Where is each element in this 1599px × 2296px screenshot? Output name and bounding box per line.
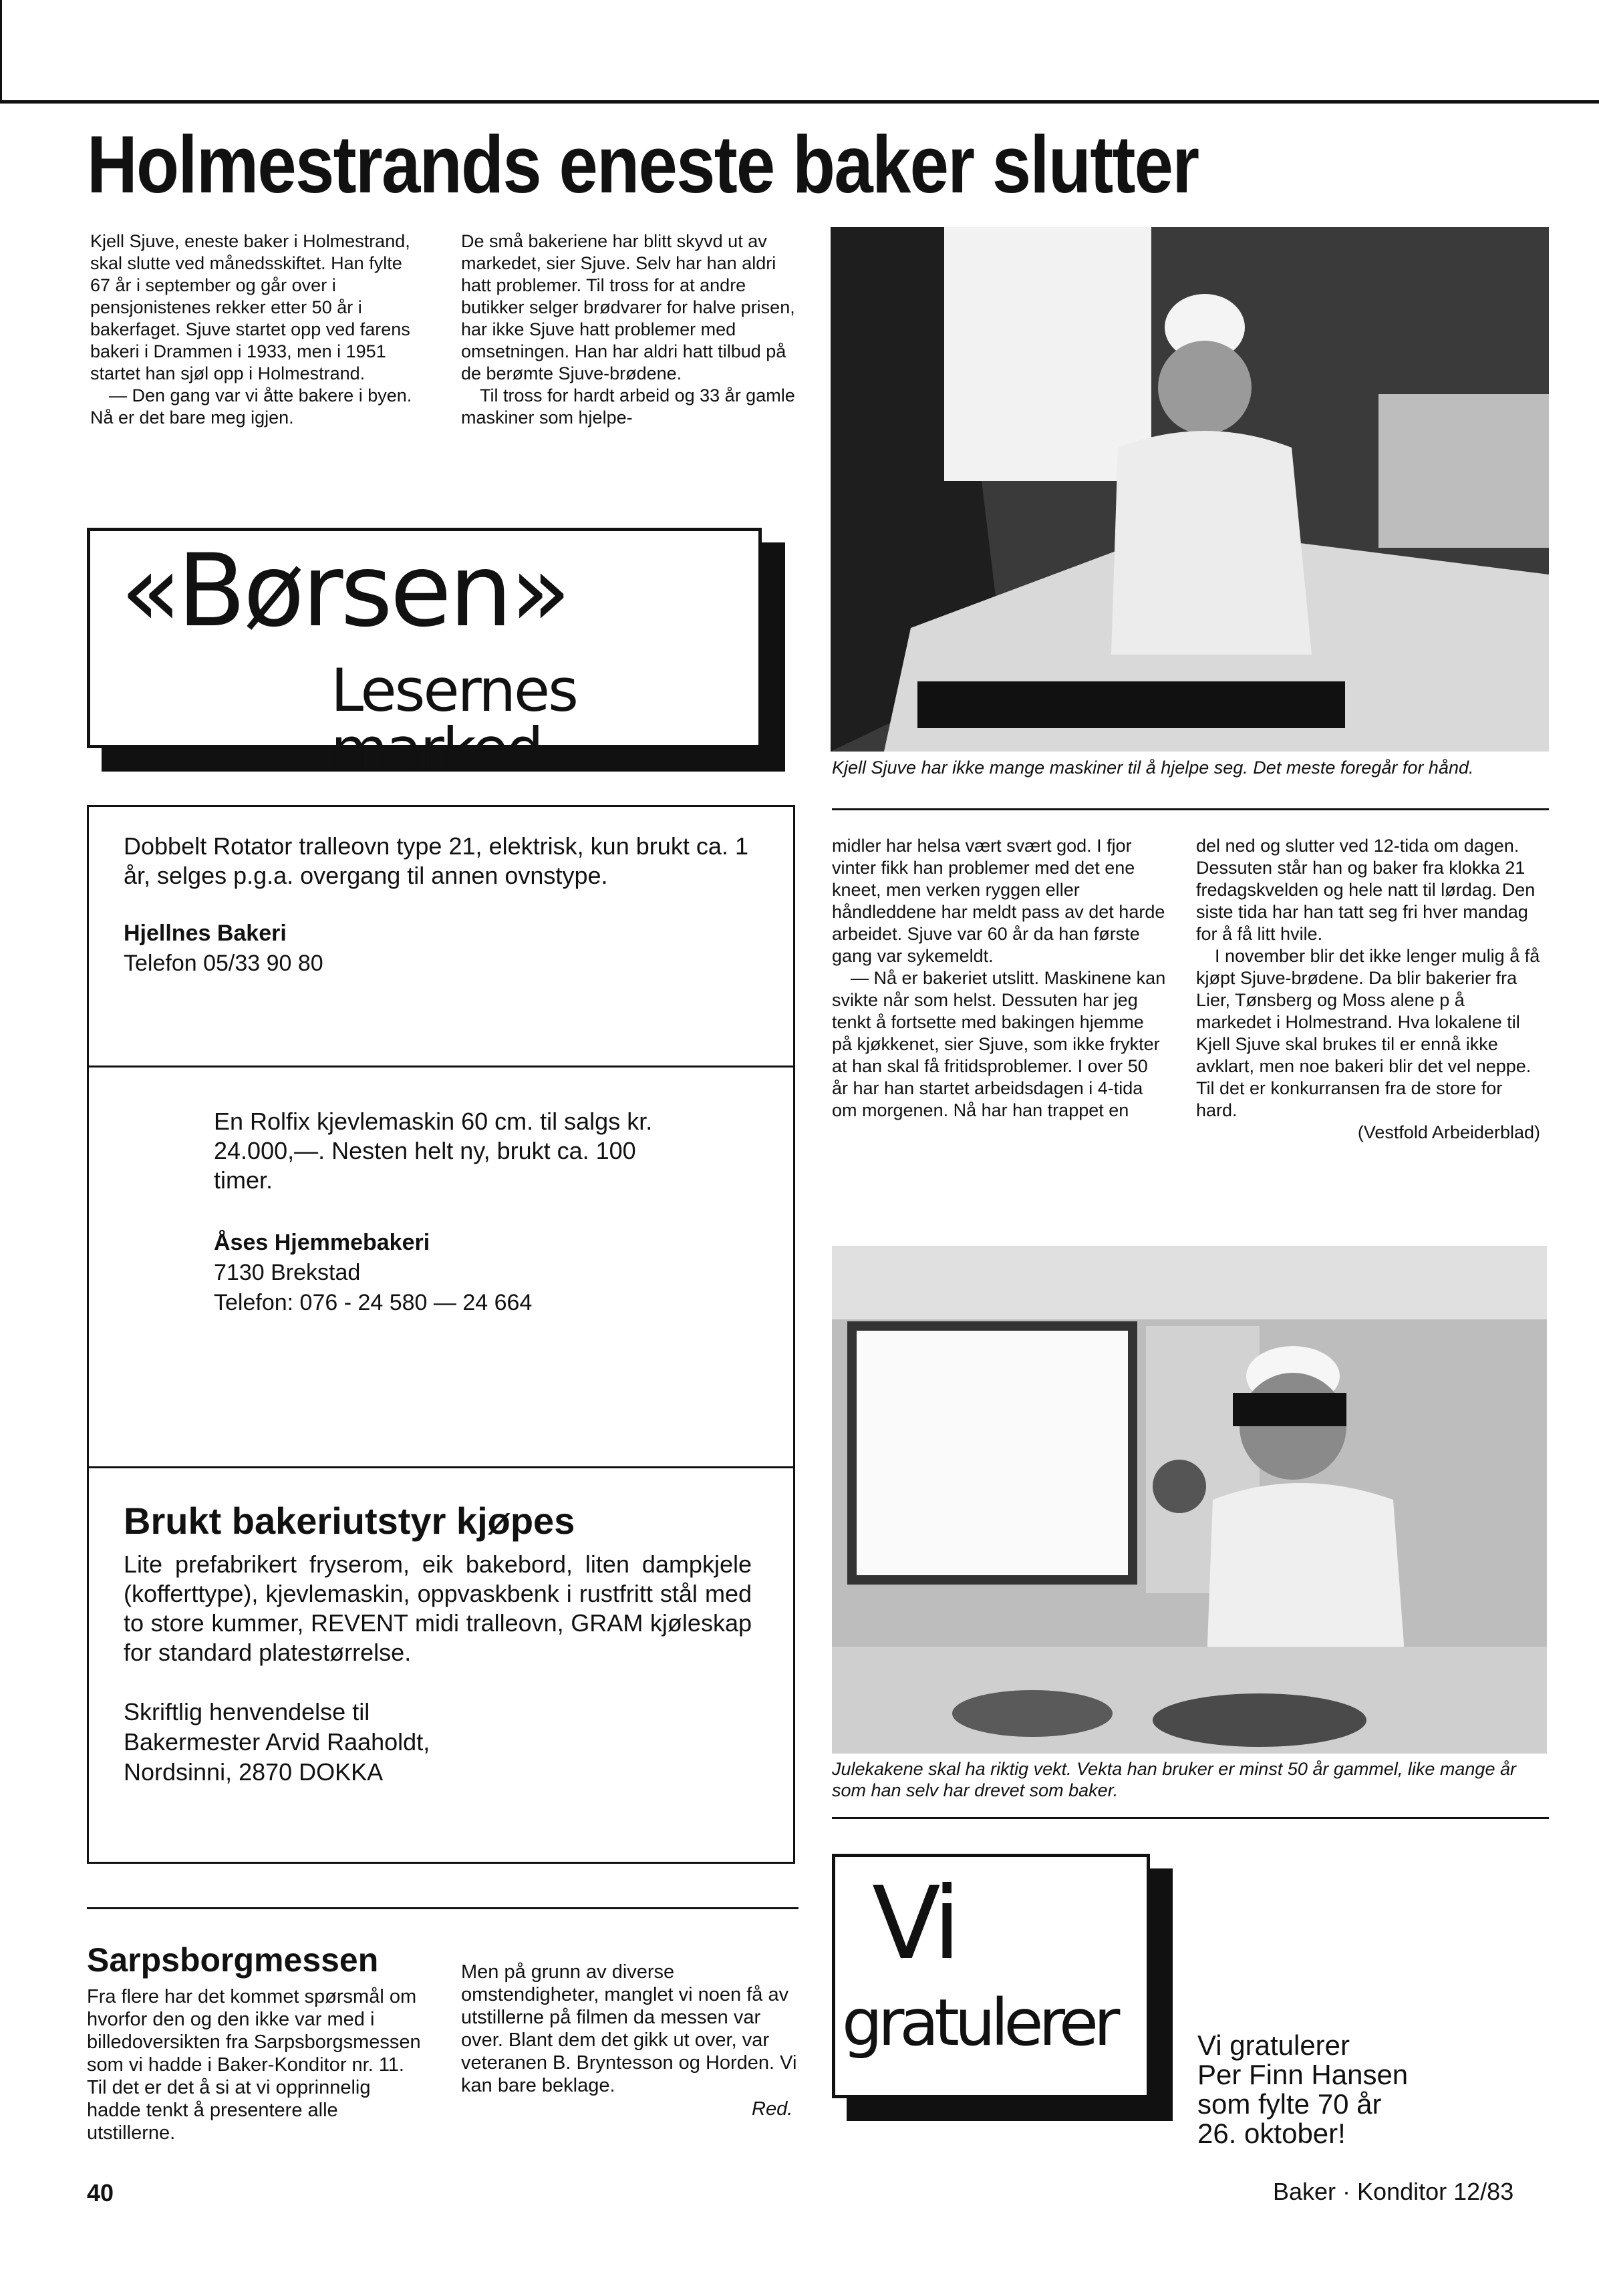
article-column-2 <box>461 230 795 429</box>
message-line: 26. oktober! <box>1197 2118 1346 2149</box>
ad2-frame-left <box>87 1065 89 1466</box>
gratulerer-logo <box>832 1854 1173 2121</box>
ad3-frame-bottom <box>87 1862 795 1864</box>
article-column-3 <box>832 835 1166 1122</box>
caption-rule <box>832 808 1549 810</box>
page-number: 40 <box>87 2179 114 2206</box>
sarpsborg-column-1: Fra flere har det kommet spørsmål om hvorfor den og den ikke var med i billedoversikten fra Sarpsborgsmessen som vi hadde i Baker-Konditor nr. 11. Til det er det å si at vi opprinnelig hadde tenkt å presentere alle utstillerne. <box>87 1986 421 2144</box>
section-rule <box>87 1907 798 1909</box>
logo-text-top: Vi <box>872 1866 956 1982</box>
ad2-text: En Rolfix kjevlemaskin 60 cm. til salgs kr. 24.000,—. Nesten helt ny, brukt ca. 100 timer. <box>214 1108 653 1194</box>
photo-illustration <box>832 1246 1547 1754</box>
message-line: som fylte 70 år <box>1197 2088 1382 2120</box>
paragraph: del ned og slutter ved 12-tida om dagen. Dessuten står han og baker fra klokka 21 fredagskvelden og hele natt til lørdag. Den siste tida har han tatt seg fri hver mandag for å få litt hvile. <box>1196 836 1536 944</box>
paragraph: I november blir det ikke lenger mulig å få kjøpt Sjuve-brødene. Da blir bakerier fra Lier, Tønsberg og Moss alene p å markedet i Holmestrand. Hva lokalene til Kjell Sjuve skal brukes til er ennå ikke avklart, men noe bakeri blir det vel neppe. Til det er konkurransen fra de store for hard. <box>1196 946 1540 1120</box>
ad3-frame-right <box>793 1466 795 1864</box>
ad-frame-top <box>87 805 795 807</box>
contact-line: Nordsinni, 2870 DOKKA <box>124 1758 384 1786</box>
message-line: Per Finn Hansen <box>1197 2059 1409 2090</box>
borsen-subtitle: Lesernes marked <box>331 656 577 784</box>
caption-rule-2 <box>832 1817 1549 1819</box>
photo-caption-2: Julekakene skal ha riktig vekt. Vekta han bruker er minst 50 år gammel, like mange år som han selv har drevet som baker. <box>832 1759 1516 1800</box>
ad2-company: Åses Hjemmebakeri <box>214 1230 430 1255</box>
top-rule <box>0 100 1599 104</box>
paragraph: — Nå er bakeriet utslitt. Maskinene kan svikte når som helst. Dessuten har jeg tenkt å fortsette med bakingen hjemme på kjøkkenet, sier Sjuve, som ikke frykter at han skal få fritidsproblemer. I over 50 år har han startet arbeidsdagen i 4-tida om morgenen. Nå har han trappet en <box>832 968 1166 1120</box>
paragraph: midler har helsa vært svært god. I fjor vinter fikk han problemer med det ene kneet, men verken ryggen eller håndleddene har meldt pass av det harde arbeidet. Sjuve var 60 år da han første gang var sykemeldt. <box>832 836 1165 966</box>
ad2-frame-top <box>87 1065 795 1068</box>
ad-frame-left <box>87 805 89 1065</box>
ad3-frame-top <box>87 1466 795 1468</box>
article-column-1 <box>90 230 424 429</box>
editor-signature: Red. <box>752 2098 793 2120</box>
logo-text-bottom: gratulerer <box>842 1985 1116 2060</box>
photo-baker-with-scale <box>832 1246 1547 1754</box>
headline: Holmestrands eneste baker slutter <box>87 119 1199 210</box>
paragraph: — Den gang var vi åtte bakere i byen. Nå er det bare meg igjen. <box>90 385 412 428</box>
gratulerer-message <box>1197 2031 1408 2148</box>
photo-caption-1: Kjell Sjuve har ikke mange maskiner til å hjelpe seg. Det meste foregår for hånd. <box>832 758 1474 778</box>
paragraph: De små bakeriene har blitt skyvd ut av markedet, sier Sjuve. Selv har han aldri hatt problemer. Til tross for at andre butikker selger brødvarer for halve prisen, har ikke Sjuve hatt problemer med omsetningen. Han har aldri hatt tilbud på de berømte Sjuve-brødene. <box>461 231 795 383</box>
ad2-phone: Telefon: 076 - 24 580 — 24 664 <box>214 1290 533 1315</box>
borsen-logo <box>87 528 785 784</box>
sarpsborg-column-2: Men på grunn av diverse omstendigheter, manglet vi noen få av utstillerne på filmen da messen var over. Blant dem det gikk ut over, var veteranen B. Bryntesson og Horden. Vi kan bare beklage. <box>461 1961 797 2096</box>
contact-line: Bakermester Arvid Raaholdt, <box>124 1728 430 1756</box>
ad3-frame-left <box>87 1466 89 1864</box>
borsen-title: «Børsen» <box>120 533 569 649</box>
ad2-address: 7130 Brekstad <box>214 1260 361 1285</box>
source-credit: (Vestfold Arbeiderblad) <box>1357 1122 1540 1142</box>
photo-illustration <box>831 227 1549 752</box>
ad1-company: Hjellnes Bakeri <box>124 921 287 946</box>
ad1-phone: Telefon 05/33 90 80 <box>124 951 323 976</box>
ad3-title: Brukt bakeriutstyr kjøpes <box>124 1500 575 1542</box>
paragraph: Kjell Sjuve, eneste baker i Holmestrand, skal slutte ved månedsskiftet. Han fylte 67 år i september og går over i pensjonistenes rekker etter 50 år i bakerfaget. Sjuve startet opp ved farens bakeri i Drammen i 1933, men i 1951 startet han sjøl opp i Holmestrand. <box>90 231 410 383</box>
photo-baker-at-table <box>831 227 1549 752</box>
publication-name: Baker · Konditor 12/83 <box>1273 2178 1514 2205</box>
article-column-4 <box>1196 835 1540 1144</box>
ad3-text: Lite prefabrikert fryserom, eik bakebord, liten dampkjele (kofferttype), kjevlemaskin, oppvaskbenk i rustfritt stål med to store kummer, REVENT midi tralleovn, GRAM kjøleskap for standard platestørrelse. <box>124 1550 752 1666</box>
left-edge-rule <box>0 0 2 104</box>
ad-frame-right <box>793 805 795 1065</box>
paragraph: Til tross for hardt arbeid og 33 år gamle maskiner som hjelpe- <box>461 385 795 428</box>
ad3-contact <box>124 1697 430 1787</box>
ad2-frame-right <box>793 1065 795 1466</box>
sarpsborg-title: Sarpsborgmessen <box>87 1941 379 1979</box>
contact-line: Skriftlig henvendelse til <box>124 1698 370 1726</box>
message-line: Vi gratulerer <box>1197 2029 1350 2061</box>
ad1-text: Dobbelt Rotator tralleovn type 21, elektrisk, kun brukt ca. 1 år, selges p.g.a. overgang til annen ovnstype. <box>124 832 748 889</box>
